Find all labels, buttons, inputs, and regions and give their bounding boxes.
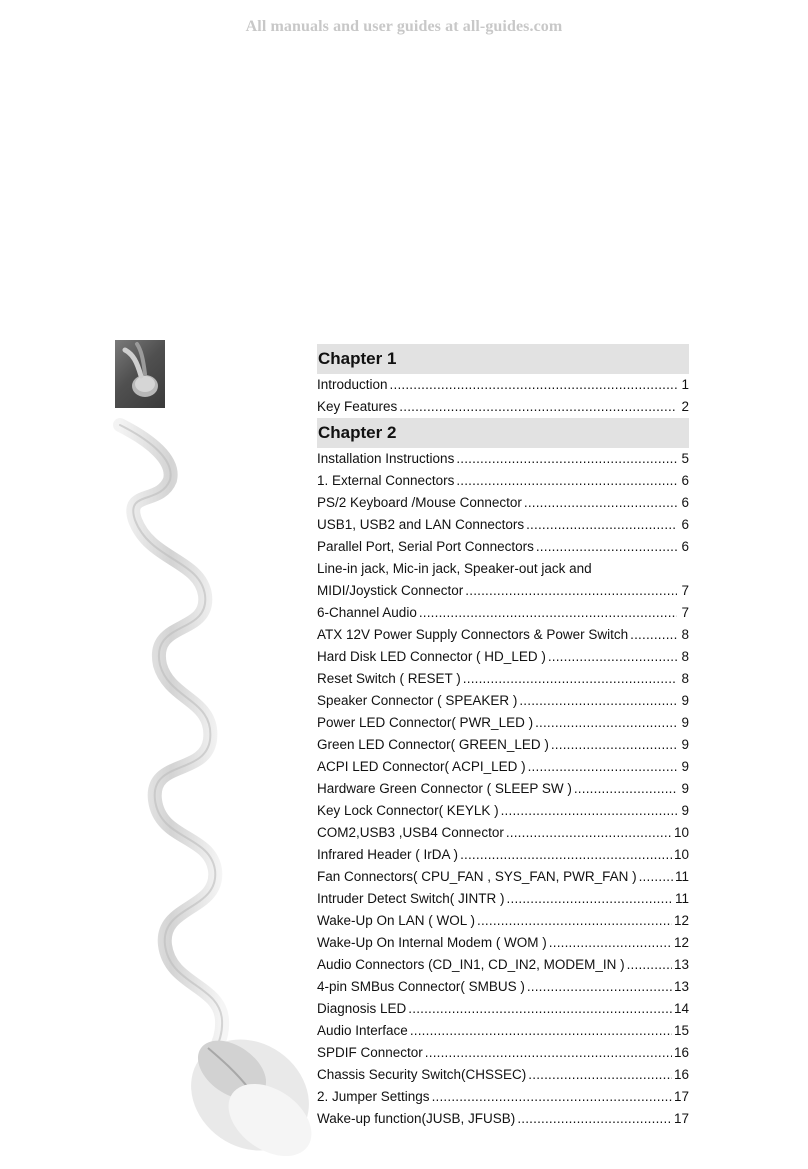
- dot-leader: [551, 734, 677, 756]
- toc-entry-page: 15: [673, 1023, 689, 1038]
- toc-entry[interactable]: [317, 954, 689, 976]
- dot-leader: [526, 514, 677, 536]
- toc-entry[interactable]: [317, 558, 689, 580]
- toc-entry-label: Hard Disk LED Connector ( HD_LED ): [317, 649, 546, 664]
- toc-entry-page: 16: [673, 1067, 689, 1082]
- toc-entry-page: 6: [681, 495, 689, 510]
- dot-leader: [463, 668, 677, 690]
- toc-entry-page: 12: [673, 913, 689, 928]
- toc-entry-label: Installation Instructions: [317, 451, 455, 466]
- toc-entry-page: 17: [673, 1111, 689, 1126]
- chapter-2-entries: [317, 448, 689, 1130]
- toc-entry[interactable]: [317, 514, 689, 536]
- toc-entry-page: 7: [681, 605, 689, 620]
- toc-entry-label: Diagnosis LED: [317, 1001, 407, 1016]
- toc-entry[interactable]: [317, 690, 689, 712]
- toc-entry-label: ATX 12V Power Supply Connectors & Power Switch: [317, 627, 629, 642]
- toc-entry[interactable]: [317, 536, 689, 558]
- mouse-cable-illustration: [0, 0, 320, 1169]
- dot-leader: [517, 1108, 672, 1130]
- toc-entry-page: 8: [681, 671, 689, 686]
- toc-entry[interactable]: [317, 1108, 689, 1130]
- dot-leader: [630, 624, 677, 646]
- toc-entry[interactable]: [317, 800, 689, 822]
- toc-entry-label: Introduction: [317, 377, 388, 392]
- toc-entry[interactable]: [317, 976, 689, 998]
- toc-entry-label: Chassis Security Switch(CHSSEC): [317, 1067, 527, 1082]
- toc-entry-page: 11: [674, 869, 689, 884]
- toc-entry[interactable]: [317, 866, 689, 888]
- dot-leader: [425, 1042, 672, 1064]
- toc-entry[interactable]: [317, 580, 689, 602]
- dot-leader: [548, 646, 677, 668]
- toc-entry[interactable]: [317, 492, 689, 514]
- dot-leader: [528, 756, 677, 778]
- toc-entry[interactable]: [317, 712, 689, 734]
- toc-entry-page: 13: [673, 957, 689, 972]
- chapter-1-entries: [317, 374, 689, 418]
- dot-leader: [506, 822, 672, 844]
- chapter-1-heading: Chapter 1: [317, 344, 689, 374]
- toc-entry-label: Fan Connectors( CPU_FAN , SYS_FAN, PWR_FAN ): [317, 869, 637, 884]
- toc-entry-page: 6: [681, 517, 689, 532]
- toc-entry[interactable]: [317, 756, 689, 778]
- mouse-icon: [169, 1017, 320, 1169]
- dot-leader: [627, 954, 672, 976]
- toc-entry[interactable]: [317, 998, 689, 1020]
- toc-entry-label: SPDIF Connector: [317, 1045, 423, 1060]
- toc-entry-page: 10: [673, 825, 689, 840]
- toc-entry-label: Key Lock Connector( KEYLK ): [317, 803, 499, 818]
- toc-entry-page: 10: [673, 847, 689, 862]
- dot-leader: [390, 374, 677, 396]
- toc-entry[interactable]: [317, 888, 689, 910]
- toc-entry[interactable]: [317, 778, 689, 800]
- toc-entry-label: Key Features: [317, 399, 398, 414]
- toc-entry-label: Line-in jack, Mic-in jack, Speaker-out jack and: [317, 561, 592, 576]
- dot-leader: [465, 580, 677, 602]
- toc-entry-page: 11: [674, 891, 689, 906]
- dot-leader: [507, 888, 673, 910]
- toc-entry-label: 4-pin SMBus Connector( SMBUS ): [317, 979, 525, 994]
- toc-entry-label: Audio Interface: [317, 1023, 408, 1038]
- dot-leader: [527, 976, 672, 998]
- chapter-2-heading: Chapter 2: [317, 418, 689, 448]
- toc-entry-page: 2: [681, 399, 689, 414]
- toc-entry-page: 5: [681, 451, 689, 466]
- dot-leader: [574, 778, 677, 800]
- toc-entry-label: 1. External Connectors: [317, 473, 455, 488]
- toc-entry[interactable]: [317, 822, 689, 844]
- toc-entry[interactable]: [317, 470, 689, 492]
- toc-entry-page: 9: [681, 759, 689, 774]
- toc-entry-label: ACPI LED Connector( ACPI_LED ): [317, 759, 526, 774]
- toc-entry-label: Audio Connectors (CD_IN1, CD_IN2, MODEM_IN ): [317, 957, 625, 972]
- toc-entry-label: Hardware Green Connector ( SLEEP SW ): [317, 781, 572, 796]
- dot-leader: [456, 470, 677, 492]
- toc-entry-label: Wake-Up On Internal Modem ( WOM ): [317, 935, 547, 950]
- toc-entry[interactable]: [317, 448, 689, 470]
- toc-entry[interactable]: [317, 1064, 689, 1086]
- watermark-text: All manuals and user guides at all-guides.com: [245, 18, 563, 35]
- dot-leader: [399, 396, 677, 418]
- dot-leader: [549, 932, 672, 954]
- toc-entry-page: 16: [673, 1045, 689, 1060]
- toc-entry-label: PS/2 Keyboard /Mouse Connector: [317, 495, 522, 510]
- toc-entry-page: 1: [681, 377, 689, 392]
- dot-leader: [501, 800, 677, 822]
- toc-entry-page: 14: [673, 1001, 689, 1016]
- dot-leader: [456, 448, 677, 470]
- dot-leader: [419, 602, 677, 624]
- dot-leader: [524, 492, 677, 514]
- dot-leader: [519, 690, 677, 712]
- toc-entry[interactable]: [317, 668, 689, 690]
- table-of-contents: [317, 344, 689, 1130]
- toc-entry[interactable]: [317, 932, 689, 954]
- toc-entry-page: 6: [681, 473, 689, 488]
- toc-entry-page: 7: [681, 583, 689, 598]
- toc-entry-label: USB1, USB2 and LAN Connectors: [317, 517, 525, 532]
- toc-entry[interactable]: [317, 624, 689, 646]
- toc-entry-page: 9: [681, 781, 689, 796]
- toc-entry[interactable]: [317, 1086, 689, 1108]
- dot-leader: [410, 1020, 672, 1042]
- toc-entry-label: Power LED Connector( PWR_LED ): [317, 715, 534, 730]
- toc-entry[interactable]: [317, 844, 689, 866]
- toc-entry-page: 6: [681, 539, 689, 554]
- dot-leader: [477, 910, 672, 932]
- toc-entry[interactable]: [317, 646, 689, 668]
- dot-leader: [536, 536, 677, 558]
- toc-entry-page: 9: [681, 803, 689, 818]
- toc-entry-label: Speaker Connector ( SPEAKER ): [317, 693, 518, 708]
- toc-entry-label: 2. Jumper Settings: [317, 1089, 430, 1104]
- toc-entry-label: Green LED Connector( GREEN_LED ): [317, 737, 549, 752]
- dot-leader: [528, 1064, 672, 1086]
- toc-entry-label: Parallel Port, Serial Port Connectors: [317, 539, 534, 554]
- toc-entry-page: 9: [681, 737, 689, 752]
- toc-entry[interactable]: [317, 396, 689, 418]
- toc-entry[interactable]: [317, 1020, 689, 1042]
- toc-entry-page: 8: [681, 627, 689, 642]
- toc-entry-label: COM2,USB3 ,USB4 Connector: [317, 825, 504, 840]
- dot-leader: [432, 1086, 672, 1108]
- toc-entry-page: 9: [681, 693, 689, 708]
- toc-entry-label: Infrared Header ( IrDA ): [317, 847, 459, 862]
- toc-entry[interactable]: [317, 734, 689, 756]
- toc-entry-label: Wake-Up On LAN ( WOL ): [317, 913, 476, 928]
- toc-entry-page: 17: [673, 1089, 689, 1104]
- toc-entry[interactable]: [317, 374, 689, 396]
- toc-entry-label: Reset Switch ( RESET ): [317, 671, 461, 686]
- toc-entry-label: 6-Channel Audio: [317, 605, 417, 620]
- toc-entry-label: Intruder Detect Switch( JINTR ): [317, 891, 505, 906]
- toc-entry-page: 12: [673, 935, 689, 950]
- dot-leader: [535, 712, 677, 734]
- toc-entry[interactable]: [317, 1042, 689, 1064]
- toc-entry-page: 9: [681, 715, 689, 730]
- toc-entry[interactable]: [317, 602, 689, 624]
- toc-entry-page: 13: [673, 979, 689, 994]
- dot-leader: [408, 998, 672, 1020]
- dot-leader: [460, 844, 672, 866]
- toc-entry[interactable]: [317, 910, 689, 932]
- toc-entry-label: MIDI/Joystick Connector: [317, 583, 464, 598]
- toc-entry-label: Wake-up function(JUSB, JFUSB): [317, 1111, 516, 1126]
- toc-entry-page: 8: [681, 649, 689, 664]
- dot-leader: [639, 866, 673, 888]
